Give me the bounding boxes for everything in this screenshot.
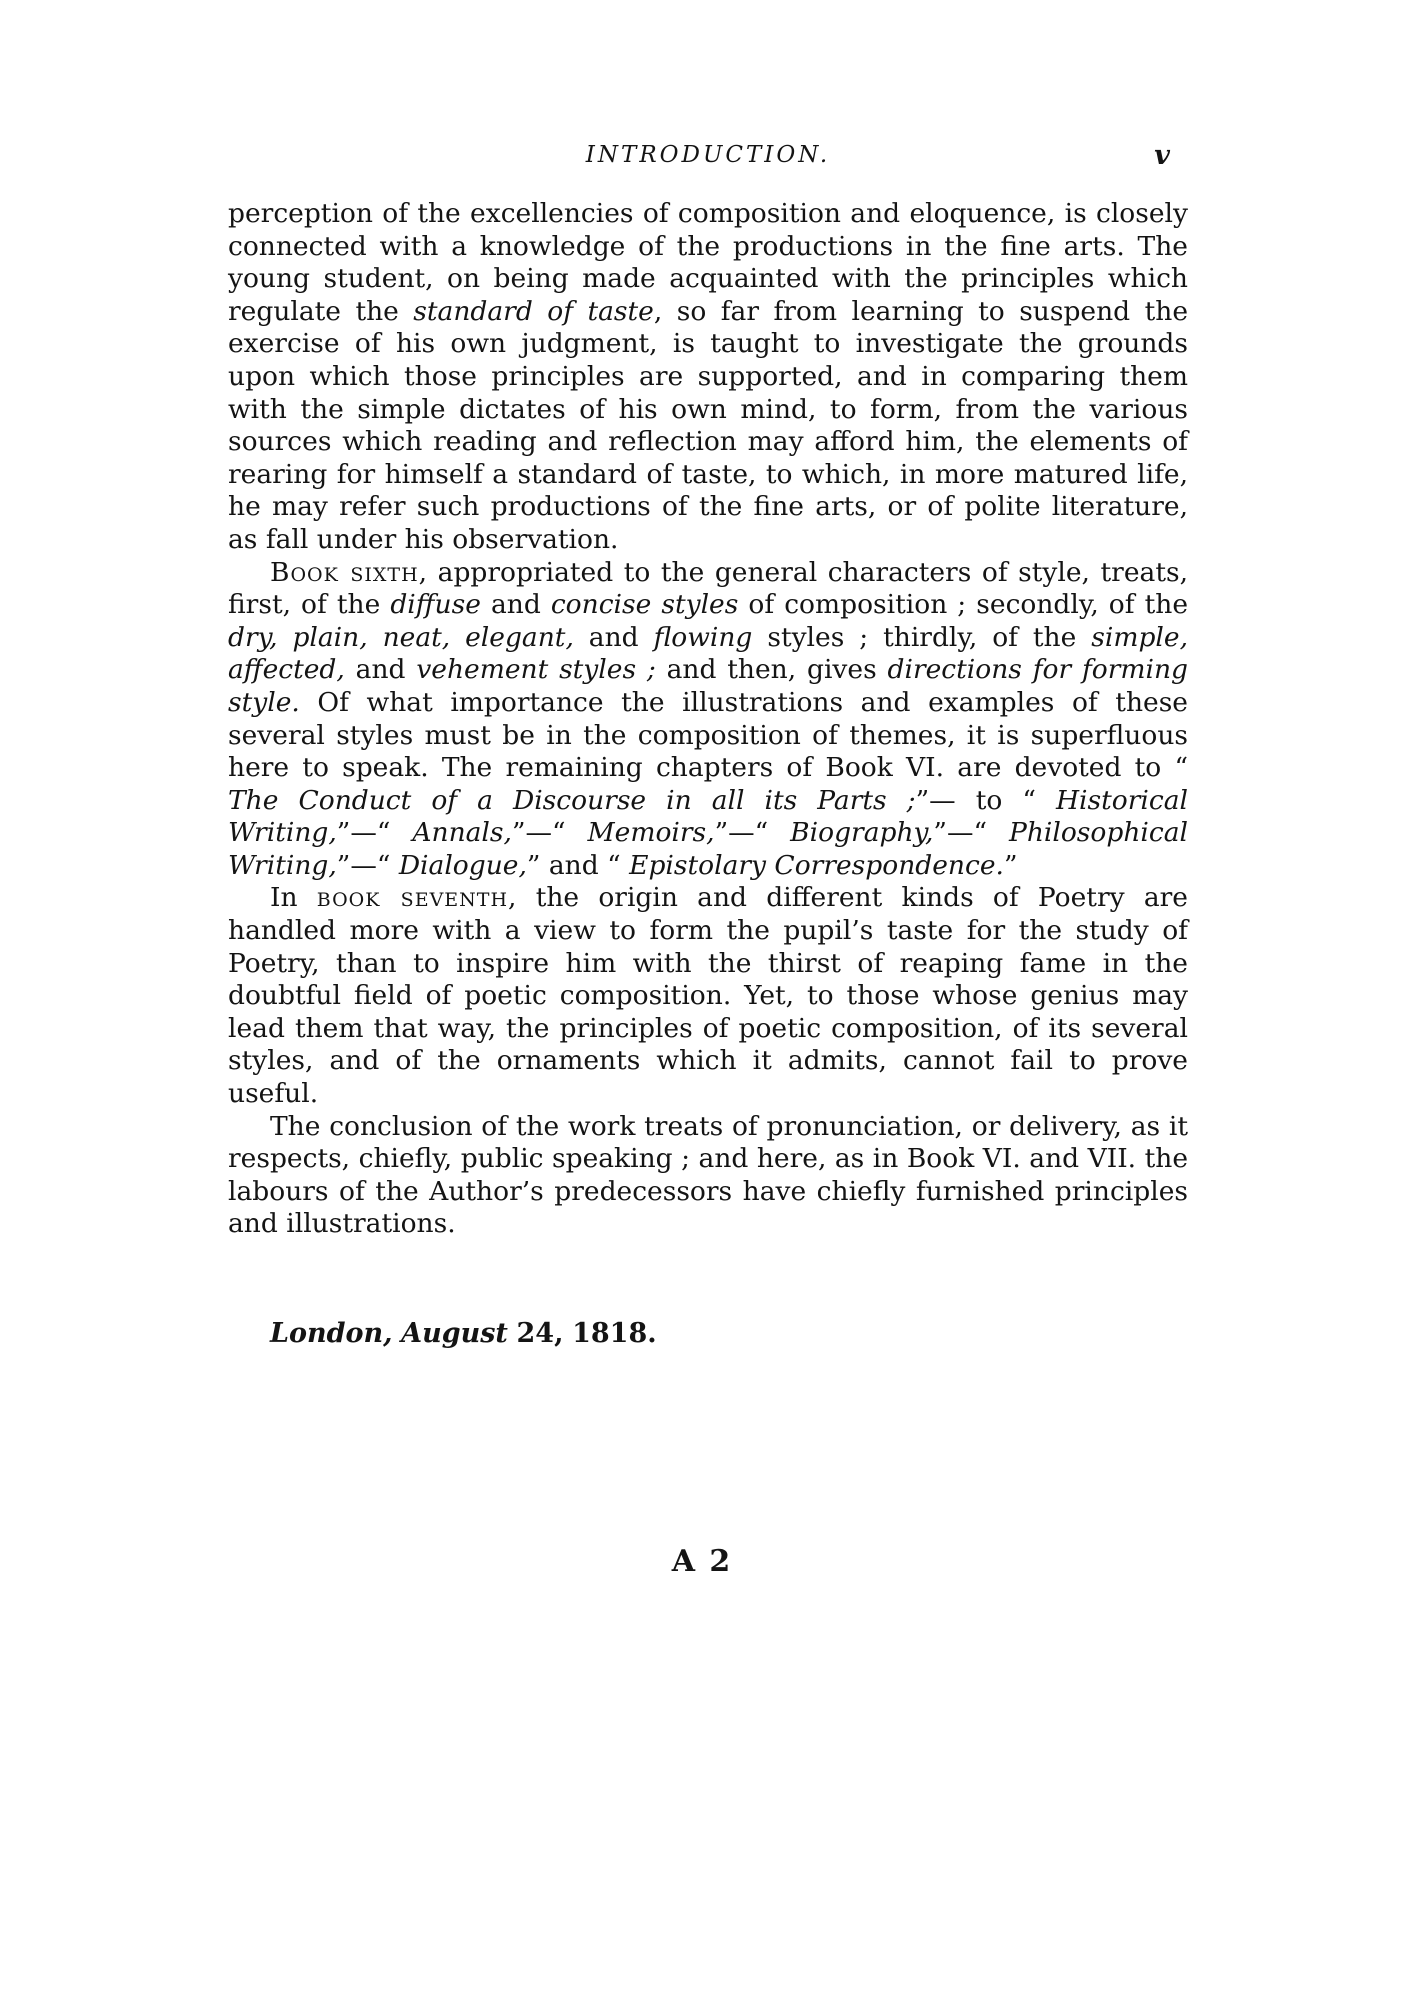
italic-span: The Conduct of a Discourse in all its Parts ; <box>228 784 916 816</box>
text-span: and <box>480 589 551 621</box>
small-caps-span: book seventh <box>316 882 509 914</box>
italic-span: flowing <box>653 621 753 653</box>
signature-year: 1818. <box>572 1318 657 1349</box>
italic-span: Biography, <box>790 817 934 849</box>
text-span: , appropriated to the general characters of style, treats, first, of the <box>228 556 1188 621</box>
text-span: ”— to “ <box>915 784 1056 816</box>
text-span: of composition ; secondly, of the <box>738 589 1189 621</box>
text-span: Of what importance the illustrations and examples of these several styles must be in the composition of themes, it is superfluous here to speak. The remaining chapters of Book VI. are devoted to “ <box>228 686 1188 784</box>
text-span: ”—“ <box>336 849 399 881</box>
text-span: , so far from learning to suspend the exercise of his own judgment, is taught to investigate the grounds upon which those principles are supported, and in comparing them with the simple dictates of his own mind, to form, from the various sources which reading and reflection may afford him, the elements of rearing for himself a standard of taste, to which, in more matured life, he may refer such productions of the fine arts, or of polite literature, as fall under his observation. <box>228 295 1188 555</box>
signature-month: August <box>401 1318 508 1349</box>
text-span: and <box>344 654 417 686</box>
italic-span: Dialogue, <box>398 849 527 881</box>
italic-span: Epistolary Correspondence. <box>629 849 1004 881</box>
italic-span: directions for forming style. <box>228 654 1189 718</box>
paragraph-4 <box>228 1111 1188 1241</box>
text-span: ”—“ <box>933 817 1009 849</box>
paragraph-3 <box>228 882 1188 1110</box>
text-span: and <box>573 621 654 653</box>
signature-place: London, <box>270 1318 393 1349</box>
italic-span: Annals, <box>412 817 512 849</box>
text-span: and then, gives <box>655 654 888 686</box>
text-span: , the origin and different kinds of Poetry are handled more with a view to form the pupil’s taste for the study of Poetry, than to inspire him with the thirst of reaping fame in the doubtful field of poetic composition. Yet, to those whose genius may lead them that way, the principles of poetic composition, of its several styles, and of the ornaments which it admits, cannot fail to prove useful. <box>228 882 1188 1110</box>
text-span: ” and “ <box>526 849 630 881</box>
text-span: styles ; thirdly, of the <box>752 621 1092 653</box>
italic-span: concise styles <box>550 589 739 621</box>
signature-mark: A 2 <box>671 1544 733 1579</box>
signature-line <box>270 1318 657 1349</box>
text-span: The conclusion of the work treats of pronunciation, or delivery, as it respects, chiefly, public speaking ; and here, as in Book VI. and VII. the labours of the Author’s predecessors have chiefly furnished principles and illustrations. <box>228 1110 1188 1240</box>
italic-span: diffuse <box>390 589 481 621</box>
italic-span: Memoirs, <box>587 817 715 849</box>
italic-span: dry, plain, neat, elegant, <box>228 621 574 653</box>
text-span: ” <box>1003 849 1018 881</box>
italic-span: standard of taste <box>413 295 654 327</box>
text-span: ”—“ <box>511 817 588 849</box>
text-span: ”—“ <box>714 817 791 849</box>
italic-span: Philosophical Writing, <box>228 817 1188 881</box>
signature-day: 24, <box>516 1318 564 1349</box>
page-number: v <box>1154 140 1170 171</box>
text-span: perception of the excellencies of composition and eloquence, is closely connected with a knowledge of the productions in the fine arts. The young student, on being made acquainted with the principles which regulate the <box>228 198 1188 327</box>
running-header <box>228 142 1188 182</box>
small-caps-span: Book sixth <box>270 556 419 588</box>
italic-span: vehement styles ; <box>416 654 656 686</box>
text-span: In <box>270 882 317 914</box>
italic-span: simple, affected, <box>228 621 1188 686</box>
paragraph-1 <box>228 198 1188 557</box>
header-title: INTRODUCTION. <box>585 142 831 168</box>
paragraph-2 <box>228 557 1188 883</box>
italic-span: Historical Writing, <box>228 784 1188 849</box>
text-span: ”—“ <box>336 817 413 849</box>
body-text <box>228 198 1188 1241</box>
